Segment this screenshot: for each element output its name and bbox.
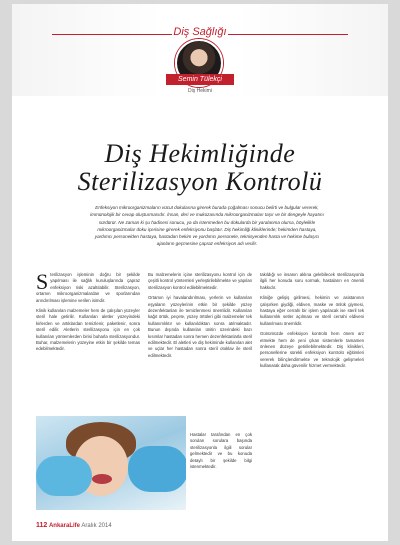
article-title <box>12 140 388 196</box>
column-3 <box>260 272 364 374</box>
article-title-line2: Sterilizasyon Kontrolü <box>77 167 323 196</box>
author-title: Diş Hekimi <box>188 88 212 94</box>
column-2-para: Bu malzemelerin içine sterilizasyonu kontrol için de çeşitli kontrol yöntemleri yerleştirilebilmekte ve yapılan sterilizasyon kontrol edilebilmektedir. <box>148 272 252 290</box>
column-2-para: Ortamın iyi havalandırılması, yerlerin ve kullanılan eşyaların yüzeylerinin etkin bir şekilde yüzey dezenfektanları ile temizlenmesi önemlidir. Kullanılan kağıt örtük, peçete, yüzey örtüleri gibi malzemeler tek kullanımlıktır ve kullanıldıktan sonra atılmaktadır. Bunun dışında kullanılan ünitin üzerindeki bazı kısımlar hastadan sonra hemen dezenfektanlarla steril edilmektedir. El aletleri ve diş hekiminde kullanılan alet ve uçlar her hastadan sonra steril otoklav ile steril edilmektedir. <box>148 295 252 358</box>
column-2 <box>148 272 252 363</box>
issue-date: Aralık 2014 <box>81 523 112 529</box>
magazine-name: AnkaraLife <box>48 523 80 529</box>
column-1-para: Klinik kullanılan malzemeler hem de çalışılan yüzeyler steril hale getirilir. Kullanılan aletler yüzeyindeki kirlerden ve artıklardan temizlenir, paketlenir, sonra steril edilir. Aletlerin sterilizasyonu için en çok kullanılan yöntemlerden birisi buharla sterilizasyondur. Buhar, malzemelerin yüzeyine etkin bir şekilde temas edebilmektedir. <box>36 308 140 352</box>
photo-glove-right <box>128 446 186 492</box>
magazine-page <box>12 4 388 541</box>
drop-cap: S <box>36 269 49 294</box>
column-3-para: takıldığı ve insanın aklına gelebilecek sterilizasyonla ilgili her konuda soru sormak, hastaların en önemli hakkıdır. <box>260 272 364 290</box>
page-footer <box>36 522 112 529</box>
photo-glove-left <box>36 456 92 496</box>
column-3-para: Kliniğe gelişiş girilmesi, hekimin ve asistanının çalışırken giydiği, eldiven, maske ve önlük giymesi, hastaya eğer cerrahi bir işlem yapılacak ise steril tek kullanımlık setler açılması ve steril cerrahi eldiveni kullanılması önemlidir. <box>260 295 364 326</box>
column-1 <box>36 269 140 357</box>
column-1-para <box>36 269 140 304</box>
column-3-para: Günümüzde enfeksiyon kontrolü hem önem arz etmekte hem de yeni çıkan sistemlerle tamamen önlenen düzeye getirilebilmektedir. Diş klinikleri, personellerine sürekli enfeksiyon kontrolü eğitimleri vererek bilinçlendirmekte ve teknolojik gelişmeleri kullanarak daha güvenilir hizmet vermektedir. <box>260 331 364 369</box>
column-2-lower: Hastalar tarafından en çok sorulan sorulara başında sterilizasyonla ilgili sorular gelmektedir ve bu konuda detaylı bir şekilde bilgi istenmektedir. <box>190 432 252 470</box>
section-label: Diş Sağlığı <box>173 26 227 38</box>
page-number: 112 <box>36 522 48 529</box>
article-title-line1: Diş Hekimliğinde <box>104 139 296 168</box>
column-1-para-text: terilizasyon işleminin doğru bir şekilde yapılması ile sağlık kuruluşlarında çapraz enfeksiyon riski azaltılabilir. Sterilizasyon, ortamın mikroorganizmalardan ve sporlarından arındırılması işlemine verilen isimdir. <box>36 272 140 303</box>
author-name: Semin Tülekçi <box>166 74 234 85</box>
article-lead: Enfeksiyon mikroorganizmaların vücut dokularına girerek burada çoğalması sonucu belirti ve bulgular vererek, immünolojik bir cevap oluşturmasıdır. İnsan, deri ve mukozasında mikroorganizmaları taşır ve bir dengeyle hayatını sürdürür. Ne zaman ki şu hadisesi sonucu, ya da istenmeden bu dokularda bir yaralanma olursa, böylelikle mikroorganizmalar doku içerisine girerek enfeksiyonu başlatır. Diş hekimliği kliniklerinde; hekimden hastaya, yardımcı personelden hastaya, hastadan hekim ve yardımcı personele, teknisyenden hasta ve hekime bulaşıcı ajanların geçmesine çapraz enfeksiyon adı verilir. <box>90 205 324 247</box>
dental-photo <box>36 416 186 510</box>
photo-mouth <box>92 474 112 484</box>
